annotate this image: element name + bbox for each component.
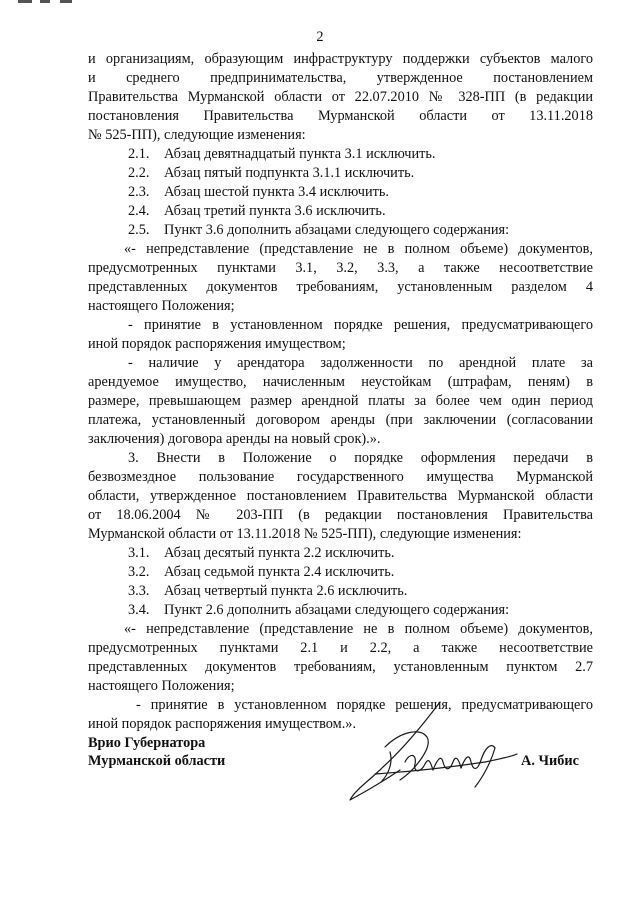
section-3-paragraph bbox=[88, 449, 593, 544]
list-item: 3.2. Абзац седьмой пункта 2.4 исключить. bbox=[128, 564, 395, 580]
list-item: 3.1. Абзац десятый пункта 2.2 исключить. bbox=[128, 545, 395, 561]
text-line: иной порядок распоряжения имуществом; bbox=[88, 336, 346, 352]
list-item: 2.4. Абзац третий пункта 3.6 исключить. bbox=[128, 203, 386, 219]
handwritten-signature bbox=[345, 692, 520, 812]
intro-paragraph bbox=[88, 50, 593, 145]
quote-paragraph bbox=[88, 354, 593, 449]
text-line: - принятие в установленном порядке решения, предусматривающего bbox=[136, 697, 593, 713]
text-line: Мурманской области от 13.11.2018 № 525-ПП), следующие изменения: bbox=[88, 526, 522, 542]
quote-paragraph bbox=[88, 620, 593, 696]
text-line: от 18.06.2004 № 203-ПП (в редакции постановления Правительства bbox=[88, 507, 593, 523]
signer-title: Врио Губернатора Мурманской области bbox=[88, 735, 226, 769]
text-line: заключения) договора аренды на новый срок).». bbox=[88, 431, 381, 447]
text-line: 3. Внести в Положение о порядке оформления передачи в bbox=[128, 450, 593, 466]
document-body bbox=[88, 50, 593, 734]
text-line: иной порядок распоряжения имуществом.». bbox=[88, 716, 357, 732]
page-number: 2 bbox=[316, 29, 324, 45]
items-2-list bbox=[88, 145, 593, 240]
text-line: № 525-ПП), следующие изменения: bbox=[88, 127, 306, 143]
list-item: 2.5. Пункт 3.6 дополнить абзацами следующего содержания: bbox=[128, 222, 510, 238]
quote-paragraph bbox=[88, 240, 593, 316]
text-line: и организациям, образующим инфраструктуру поддержки субъектов малого bbox=[88, 51, 593, 67]
text-line: - наличие у арендатора задолженности по арендной плате за bbox=[128, 355, 593, 371]
text-line: предусмотренных пунктами 2.1 и 2.2, а также несоответствие bbox=[88, 640, 593, 656]
text-line: безвозмездное пользование государственного имущества Мурманской bbox=[88, 469, 593, 485]
text-line: представленных документов требованиям, установленным пунктом 2.7 bbox=[88, 659, 593, 675]
text-line: настоящего Положения; bbox=[88, 678, 235, 694]
text-line: «- непредставление (представление не в полном объеме) документов, bbox=[124, 241, 593, 257]
scan-edge-marks bbox=[0, 0, 640, 6]
signer-name: А. Чибис bbox=[521, 753, 579, 769]
text-line: платежа, установленный договором аренды (при заключении (согласовании bbox=[88, 412, 593, 428]
text-line: предусмотренных пунктами 3.1, 3.2, 3.3, а также несоответствие bbox=[88, 260, 593, 276]
text-line: и среднего предпринимательства, утвержденное постановлением bbox=[88, 70, 593, 86]
text-line: размере, превышающем размер арендной платы за более чем один период bbox=[88, 393, 593, 409]
list-item: 2.3. Абзац шестой пункта 3.4 исключить. bbox=[128, 184, 389, 200]
text-line: области, утвержденное постановлением Правительства Мурманской области bbox=[88, 488, 593, 504]
text-line: постановления Правительства Мурманской области от 13.11.2018 bbox=[88, 108, 593, 124]
text-line: арендуемое имущество, начисленным неустойкам (штрафам, пеням) в bbox=[88, 374, 593, 390]
list-item: 3.3. Абзац четвертый пункта 2.6 исключить. bbox=[128, 583, 408, 599]
text-line: Правительства Мурманской области от 22.07.2010 № 328-ПП (в редакции bbox=[88, 89, 593, 105]
text-line: - принятие в установленном порядке решения, предусматривающего bbox=[128, 317, 593, 333]
text-line: представленных документов требованиям, установленным разделом 4 bbox=[88, 279, 593, 295]
items-3-list bbox=[88, 544, 593, 620]
quote-paragraph bbox=[88, 316, 593, 354]
text-line: настоящего Положения; bbox=[88, 298, 235, 314]
text-line: «- непредставление (представление не в полном объеме) документов, bbox=[124, 621, 593, 637]
list-item: 2.2. Абзац пятый подпункта 3.1.1 исключить. bbox=[128, 165, 415, 181]
list-item: 2.1. Абзац девятнадцатый пункта 3.1 исключить. bbox=[128, 146, 436, 162]
list-item: 3.4. Пункт 2.6 дополнить абзацами следующего содержания: bbox=[128, 602, 510, 618]
